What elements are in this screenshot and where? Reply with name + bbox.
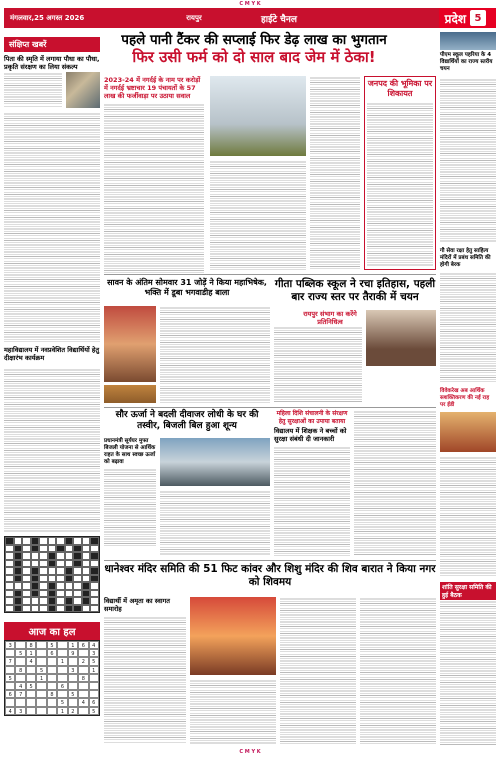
sudoku-cell <box>68 657 78 665</box>
crossword-cell <box>5 560 14 568</box>
right-story3-body <box>440 272 496 382</box>
sudoku-cell <box>68 674 78 682</box>
sudoku-cell: 4 <box>15 682 25 690</box>
crossword-cell <box>73 552 82 560</box>
sawan-story <box>104 278 270 297</box>
school-safety-headline: विद्यालय में शिक्षक ने बच्चों को सुरक्षा संबंधी दी जानकारी <box>274 427 347 444</box>
sudoku-cell: 6 <box>78 641 88 649</box>
crossword-cell <box>31 582 40 590</box>
crossword-cell <box>5 582 14 590</box>
sudoku-cell <box>15 674 25 682</box>
procession-body-col3 <box>360 597 436 745</box>
sudoku-cell: 5 <box>47 641 57 649</box>
page-header <box>4 8 496 28</box>
crossword-cell <box>14 552 23 560</box>
crossword-cell <box>65 597 74 605</box>
divider <box>104 274 436 275</box>
procession-body-col1 <box>190 679 276 745</box>
crossword-cell <box>65 537 74 545</box>
welcome-story <box>104 597 186 744</box>
sudoku-cell: 6 <box>89 698 99 706</box>
sudoku-cell <box>5 666 15 674</box>
crossword-cell <box>14 575 23 583</box>
crossword-cell <box>14 545 23 553</box>
sudoku-cell <box>26 674 36 682</box>
school-safety-body <box>274 446 350 556</box>
crossword-cell <box>5 590 14 598</box>
crossword-cell <box>31 537 40 545</box>
puzzle-solution-tag: आज का हल <box>4 622 100 640</box>
sudoku-cell: 2 <box>78 657 88 665</box>
sudoku-cell: 1 <box>89 666 99 674</box>
solar-kicker: प्रधानमंत्री सूर्यघर मुफ्त बिजली योजना से आर्थिक राहत के साथ स्वच्छ ऊर्जा को बढ़ावा <box>104 438 156 465</box>
crossword-cell <box>90 552 99 560</box>
sudoku-cell <box>36 707 46 715</box>
complaint-box-body <box>367 102 433 267</box>
solar-story <box>104 410 270 432</box>
crossword-cell <box>5 605 14 613</box>
lead-headline-block <box>104 32 404 72</box>
divider <box>104 407 436 408</box>
sudoku-cell: 4 <box>5 707 15 715</box>
crossword-cell <box>39 567 48 575</box>
gita-kicker: रायपुर संभाग का करेंगे प्रतिनिधित्व <box>303 310 357 327</box>
crossword-cell <box>82 545 91 553</box>
sudoku-cell <box>57 649 67 657</box>
divider <box>104 560 436 561</box>
sudoku-cell: 5 <box>68 690 78 698</box>
temple-procession-headline: धानेश्वर मंदिर समिति की 51 फिट कांवर और शिशु मंदिर की शिव बारात ने किया नगर को शिवमय <box>104 563 436 588</box>
crossword-cell <box>48 545 57 553</box>
solar-body-col2 <box>160 490 270 556</box>
sudoku-cell: 3 <box>89 649 99 657</box>
crossword-cell <box>39 537 48 545</box>
crossword-cell <box>48 560 57 568</box>
crossword-cell <box>65 560 74 568</box>
sudoku-cell: 5 <box>15 649 25 657</box>
crossword-cell <box>82 590 91 598</box>
sudoku-cell <box>78 682 88 690</box>
brief-story1-text <box>4 72 62 108</box>
temple-photo-2 <box>104 385 156 403</box>
sudoku-cell: 1 <box>57 707 67 715</box>
crossword-cell <box>31 560 40 568</box>
crossword-cell <box>90 567 99 575</box>
crossword-cell <box>14 567 23 575</box>
crossword-cell <box>14 582 23 590</box>
crossword-cell <box>22 545 31 553</box>
crossword-cell <box>39 590 48 598</box>
crossword-cell <box>39 552 48 560</box>
solar-body-col1 <box>104 468 156 546</box>
crossword-cell <box>82 605 91 613</box>
sudoku-cell <box>57 674 67 682</box>
sudoku-cell: 3 <box>5 641 15 649</box>
crossword-cell <box>22 567 31 575</box>
sudoku-cell: 9 <box>68 649 78 657</box>
sudoku-cell <box>57 641 67 649</box>
right-story1-headline: पीएम स्कूल पहरिया के 4 विद्यार्थियों का राज्य स्तरीय चयन <box>440 52 493 72</box>
right-story1-body <box>440 78 496 242</box>
lead-story-col1 <box>104 76 204 273</box>
temple-photo-1 <box>104 306 156 382</box>
crossword-cell <box>73 605 82 613</box>
sudoku-cell <box>15 641 25 649</box>
crossword-cell <box>14 537 23 545</box>
sudoku-cell <box>36 657 46 665</box>
crossword-cell <box>39 560 48 568</box>
crossword-cell <box>56 567 65 575</box>
header-city: रायपुर <box>186 13 202 22</box>
crossword-cell <box>65 582 74 590</box>
crossword-cell <box>56 590 65 598</box>
sudoku-cell: 2 <box>68 707 78 715</box>
brief-story1-headline: पिता की स्मृति में लगाया पौधा का पौधा, प्रकृति संरक्षण का लिया संकल्प <box>4 55 100 72</box>
sudoku-cell: 1 <box>26 649 36 657</box>
crossword-cell <box>56 537 65 545</box>
sudoku-cell: 4 <box>78 698 88 706</box>
sudoku-cell <box>89 682 99 690</box>
brief-story2-headline: महाविद्यालय में नवप्रवेशित विद्यार्थियों हेतु दीक्षारंभ कार्यक्रम <box>4 346 100 363</box>
crossword-cell <box>73 560 82 568</box>
left-column <box>4 32 100 747</box>
sudoku-cell <box>26 666 36 674</box>
crossword-cell <box>82 567 91 575</box>
sudoku-cell <box>15 698 25 706</box>
crossword-cell <box>90 537 99 545</box>
right-story2-body <box>440 456 496 576</box>
brief-story2-body <box>4 368 100 532</box>
sudoku-cell: 5 <box>89 707 99 715</box>
crossword-cell <box>73 545 82 553</box>
crossword-cell <box>90 575 99 583</box>
water-tanker-photo <box>210 76 306 156</box>
crossword-cell <box>82 552 91 560</box>
school-safety-body-col2 <box>354 410 436 556</box>
crossword-cell <box>65 605 74 613</box>
crossword-cell <box>48 590 57 598</box>
lead-body-col1 <box>104 103 204 273</box>
sudoku-cell: 3 <box>68 666 78 674</box>
sudoku-cell <box>47 674 57 682</box>
crossword-cell <box>65 567 74 575</box>
solar-kicker-box <box>104 438 156 546</box>
section-name: प्रदेश <box>444 11 466 26</box>
crossword-cell <box>65 575 74 583</box>
crossword-cell <box>56 545 65 553</box>
procession-body-col2 <box>280 597 356 745</box>
sudoku-cell <box>78 649 88 657</box>
crossword-cell <box>82 575 91 583</box>
sudoku-cell <box>36 698 46 706</box>
crossword-cell <box>48 605 57 613</box>
crossword-cell <box>22 560 31 568</box>
crossword-cell <box>48 567 57 575</box>
women-photo <box>440 412 496 452</box>
sudoku-cell <box>78 690 88 698</box>
crossword-cell <box>31 552 40 560</box>
crossword-cell <box>5 552 14 560</box>
crossword-cell <box>31 590 40 598</box>
sudoku-cell <box>5 682 15 690</box>
sudoku-cell: 5 <box>89 657 99 665</box>
procession-photo <box>190 597 276 675</box>
sudoku-cell <box>36 690 46 698</box>
right-story4-body <box>440 600 496 745</box>
crossword-cell <box>48 537 57 545</box>
sudoku-cell: 7 <box>15 690 25 698</box>
crossword-cell <box>5 545 14 553</box>
page-number: 5 <box>470 10 486 26</box>
crossword-cell <box>5 575 14 583</box>
crossword-cell <box>73 590 82 598</box>
crossword-cell <box>56 552 65 560</box>
sudoku-cell <box>36 682 46 690</box>
crossword-cell <box>39 582 48 590</box>
sudoku-cell: 1 <box>68 641 78 649</box>
students-photo <box>440 32 496 50</box>
sudoku-cell <box>57 666 67 674</box>
crossword-cell <box>22 575 31 583</box>
crossword-cell <box>65 552 74 560</box>
crossword-cell <box>22 605 31 613</box>
right-story2-headline: विवेकरेख अब आर्थिक सशक्तिकरण की नई राह पर ईडी <box>440 388 490 408</box>
crossword-cell <box>22 590 31 598</box>
lead-headline-2: फिर उसी फर्म को दो साल बाद जेम में ठेका! <box>132 48 376 67</box>
crossword-grid <box>4 536 100 613</box>
sudoku-cell <box>5 698 15 706</box>
crossword-cell <box>5 567 14 575</box>
brief-story1-body <box>4 112 100 342</box>
sudoku-cell <box>36 649 46 657</box>
crossword-cell <box>82 560 91 568</box>
crossword-cell <box>82 582 91 590</box>
solar-panel-photo <box>160 438 270 486</box>
crossword-cell <box>22 582 31 590</box>
complaint-box-headline: जनपद की भूमिका पर शिकायत <box>367 79 433 98</box>
lead-headline-1: पहले पानी टैंकर की सप्लाई फिर डेढ़ लाख का भुगतान <box>121 32 387 48</box>
sudoku-cell <box>89 690 99 698</box>
sudoku-cell: 1 <box>36 674 46 682</box>
sudoku-cell: 6 <box>47 649 57 657</box>
student-photo <box>366 310 436 366</box>
crossword-cell <box>48 552 57 560</box>
crossword-cell <box>5 537 14 545</box>
sudoku-cell <box>5 649 15 657</box>
welcome-body <box>104 616 186 744</box>
sudoku-cell: 8 <box>15 666 25 674</box>
sudoku-cell <box>47 707 57 715</box>
crossword-cell <box>31 575 40 583</box>
crossword-cell <box>65 590 74 598</box>
temple-procession-story <box>104 563 436 588</box>
sudoku-cell: 3 <box>15 707 25 715</box>
sudoku-cell: 7 <box>5 657 15 665</box>
crossword-cell <box>5 597 14 605</box>
crossword-cell <box>90 605 99 613</box>
sudoku-cell <box>68 698 78 706</box>
sudoku-cell <box>26 698 36 706</box>
right-story3-headline: गौ सेवा रक्षा हेतु साहित्य मंदिरों में प्रबंध समिति की होगी बेरक <box>440 248 491 268</box>
sudoku-cell: 1 <box>57 657 67 665</box>
sudoku-cell <box>47 698 57 706</box>
crossword-cell <box>14 560 23 568</box>
crossword-cell <box>90 545 99 553</box>
sudoku-cell <box>78 666 88 674</box>
sudoku-cell: 5 <box>5 674 15 682</box>
cmyk-mark-top: C M Y K <box>239 1 261 7</box>
section-label <box>439 8 496 28</box>
crossword-cell <box>48 582 57 590</box>
crossword-cell <box>22 597 31 605</box>
crossword-cell <box>73 575 82 583</box>
crossword-cell <box>82 597 91 605</box>
crossword-cell <box>73 582 82 590</box>
sudoku-cell: 5 <box>57 698 67 706</box>
sudoku-cell <box>15 657 25 665</box>
brief-news-tag: संक्षिप्त खबरें <box>4 37 100 52</box>
sudoku-cell <box>26 707 36 715</box>
crossword-cell <box>14 590 23 598</box>
crossword-cell <box>22 537 31 545</box>
school-safety-kicker: महिला दिशि संचालनी के संरक्षण हेतु सुरक्षाओं का उपाया बताया <box>276 410 348 425</box>
crossword-cell <box>73 537 82 545</box>
lead-body-col3 <box>310 76 360 270</box>
crossword-cell <box>48 575 57 583</box>
sudoku-cell: 4 <box>89 641 99 649</box>
crossword-cell <box>39 597 48 605</box>
crossword-cell <box>56 560 65 568</box>
sudoku-cell: 5 <box>26 682 36 690</box>
sudoku-cell: 5 <box>36 666 46 674</box>
sudoku-cell <box>68 682 78 690</box>
crossword-cell <box>31 605 40 613</box>
sudoku-grid <box>4 640 100 716</box>
crossword-cell <box>31 597 40 605</box>
sudoku-cell: 4 <box>26 657 36 665</box>
complaint-box <box>364 76 436 270</box>
person-photo <box>66 72 100 108</box>
sudoku-cell <box>36 641 46 649</box>
cmyk-mark-bottom: C M Y K <box>239 749 261 755</box>
crossword-cell <box>39 545 48 553</box>
gita-headline: गीता पब्लिक स्कूल ने रचा इतिहास, पहली बार राज्य स्तर पर तैराकी में चयन <box>274 278 436 303</box>
school-safety-story <box>274 410 350 556</box>
crossword-cell <box>90 560 99 568</box>
sawan-body <box>160 306 270 403</box>
crossword-cell <box>31 567 40 575</box>
sudoku-cell <box>78 707 88 715</box>
sudoku-cell <box>89 674 99 682</box>
crossword-cell <box>56 597 65 605</box>
crossword-cell <box>56 575 65 583</box>
crossword-cell <box>56 582 65 590</box>
crossword-cell <box>14 597 23 605</box>
sudoku-cell: 6 <box>57 682 67 690</box>
gita-story <box>274 278 436 303</box>
crossword-cell <box>56 605 65 613</box>
crossword-cell <box>90 582 99 590</box>
lead-kicker: 2023-24 में नगर्दई के नाम पर करोड़ों में नगर्दई भ्रष्टाचार 19 पंचायतों के 57 लाख की फर्जीवाड़ा पर उठाया सवाल <box>104 76 201 101</box>
solar-headline: सौर ऊर्जा ने बदली दीवाजर लोधी के घर की तस्वीर, बिजली बिल हुआ शून्य <box>115 410 259 431</box>
crossword-cell <box>31 545 40 553</box>
sudoku-cell: 8 <box>78 674 88 682</box>
sudoku-cell <box>47 657 57 665</box>
crossword-cell <box>73 597 82 605</box>
sudoku-cell <box>26 690 36 698</box>
crossword-cell <box>39 575 48 583</box>
welcome-headline: विद्यार्थी में अमृता का स्वागत समारोह <box>104 597 170 614</box>
sudoku-cell: 8 <box>26 641 36 649</box>
sudoku-cell: 6 <box>5 690 15 698</box>
lead-body-col2 <box>210 160 306 270</box>
sawan-headline: सावन के अंतिम सोमवार 31 जोड़ें ने किया महाभिषेक, भक्ति में डूबा भगवाडीह बाला <box>107 278 267 297</box>
header-masthead: हाईटे चैनल <box>260 14 297 25</box>
crossword-cell <box>39 605 48 613</box>
sudoku-cell: 8 <box>47 690 57 698</box>
crossword-cell <box>22 552 31 560</box>
crossword-cell <box>48 597 57 605</box>
sudoku-cell <box>47 666 57 674</box>
crossword-cell <box>90 590 99 598</box>
crossword-cell <box>82 537 91 545</box>
gita-body <box>274 326 362 403</box>
crossword-cell <box>14 605 23 613</box>
gita-kicker-box <box>300 310 360 326</box>
crossword-cell <box>73 567 82 575</box>
crossword-cell <box>65 545 74 553</box>
header-date: मंगलवार,25 अगस्त 2026 <box>10 13 85 22</box>
right-story4-headline: शांति सुरक्षा समिति की हुई बैठक <box>440 582 496 601</box>
sudoku-cell <box>47 682 57 690</box>
sudoku-cell <box>57 690 67 698</box>
crossword-cell <box>90 597 99 605</box>
